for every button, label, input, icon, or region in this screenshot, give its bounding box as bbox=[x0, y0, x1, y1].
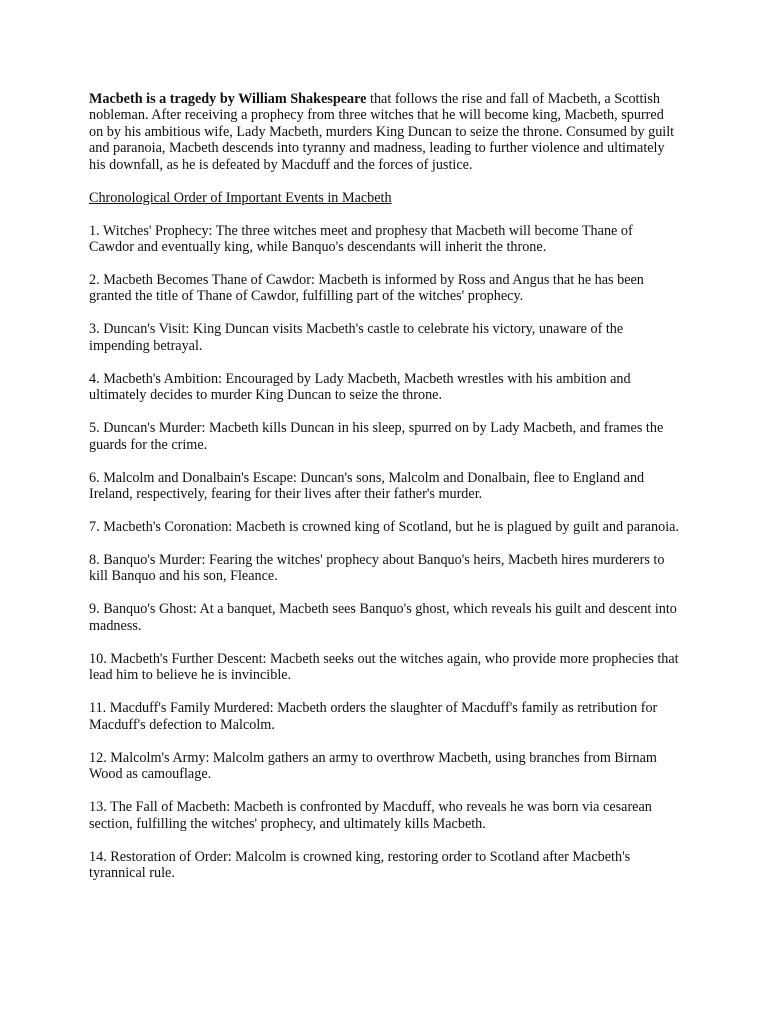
event-item: 11. Macduff's Family Murdered: Macbeth orders the slaughter of Macduff's family as retribution for Macduff's defection to Malcolm. bbox=[89, 700, 658, 733]
intro-paragraph bbox=[89, 91, 681, 173]
event-item: 4. Macbeth's Ambition: Encouraged by Lady Macbeth, Macbeth wrestles with his ambition and ultimately decides to murder King Duncan to seize the throne. bbox=[89, 370, 631, 404]
event-item: 2. Macbeth Becomes Thane of Cawdor: Macbeth is informed by Ross and Angus that he has been granted the title of Thane of Cawdor, fulfilling part of the witches' prophecy. bbox=[89, 272, 644, 305]
event-item: 1. Witches' Prophecy: The three witches meet and prophesy that Macbeth will become Thane of Cawdor and eventually king, while Banquo's descendants will inherit the throne. bbox=[89, 222, 633, 256]
event-item: 13. The Fall of Macbeth: Macbeth is confronted by Macduff, who reveals he was born via cesarean section, fulfilling the witches' prophecy, and ultimately kills Macbeth. bbox=[89, 799, 652, 832]
intro-text: that follows the rise and fall of Macbeth, a Scottish nobleman. After receiving a prophecy from three witches that he will become king, Macbeth, spurred on by his ambitious wife, Lady Macbeth, murders King Duncan to seize the throne. Consumed by guilt and paranoia, Macbeth descends into tyranny and madness, leading to further violence and ultimately his downfall, as he is defeated by Macduff and the forces of justice. bbox=[89, 91, 675, 173]
event-item: 8. Banquo's Murder: Fearing the witches' prophecy about Banquo's heirs, Macbeth hires murderers to kill Banquo and his son, Fleance. bbox=[89, 552, 665, 585]
event-item: 10. Macbeth's Further Descent: Macbeth seeks out the witches again, who provide more prophecies that lead him to believe he is invincible. bbox=[89, 650, 679, 684]
event-item: 14. Restoration of Order: Malcolm is crowned king, restoring order to Scotland after Macbeth's tyrannical rule. bbox=[89, 848, 631, 881]
event-item: 7. Macbeth's Coronation: Macbeth is crowned king of Scotland, but he is plagued by guilt and paranoia. bbox=[89, 519, 680, 536]
event-item: 6. Malcolm and Donalbain's Escape: Duncan's sons, Malcolm and Donalbain, flee to England and Ireland, respectively, fearing for their lives after their father's murder. bbox=[89, 469, 645, 503]
event-item: 9. Banquo's Ghost: At a banquet, Macbeth sees Banquo's ghost, which reveals his guilt and descent into madness. bbox=[89, 601, 677, 634]
event-item: 12. Malcolm's Army: Malcolm gathers an army to overthrow Macbeth, using branches from Birnam Wood as camouflage. bbox=[89, 749, 657, 783]
event-item: 3. Duncan's Visit: King Duncan visits Macbeth's castle to celebrate his victory, unaware of the impending betrayal. bbox=[89, 321, 624, 354]
intro-bold-lead: Macbeth is a tragedy by William Shakespeare bbox=[89, 91, 367, 107]
document-page bbox=[89, 91, 681, 898]
event-item: 5. Duncan's Murder: Macbeth kills Duncan in his sleep, spurred on by Lady Macbeth, and frames the guards for the crime. bbox=[89, 420, 664, 453]
events-heading: Chronological Order of Important Events in Macbeth bbox=[89, 189, 392, 206]
